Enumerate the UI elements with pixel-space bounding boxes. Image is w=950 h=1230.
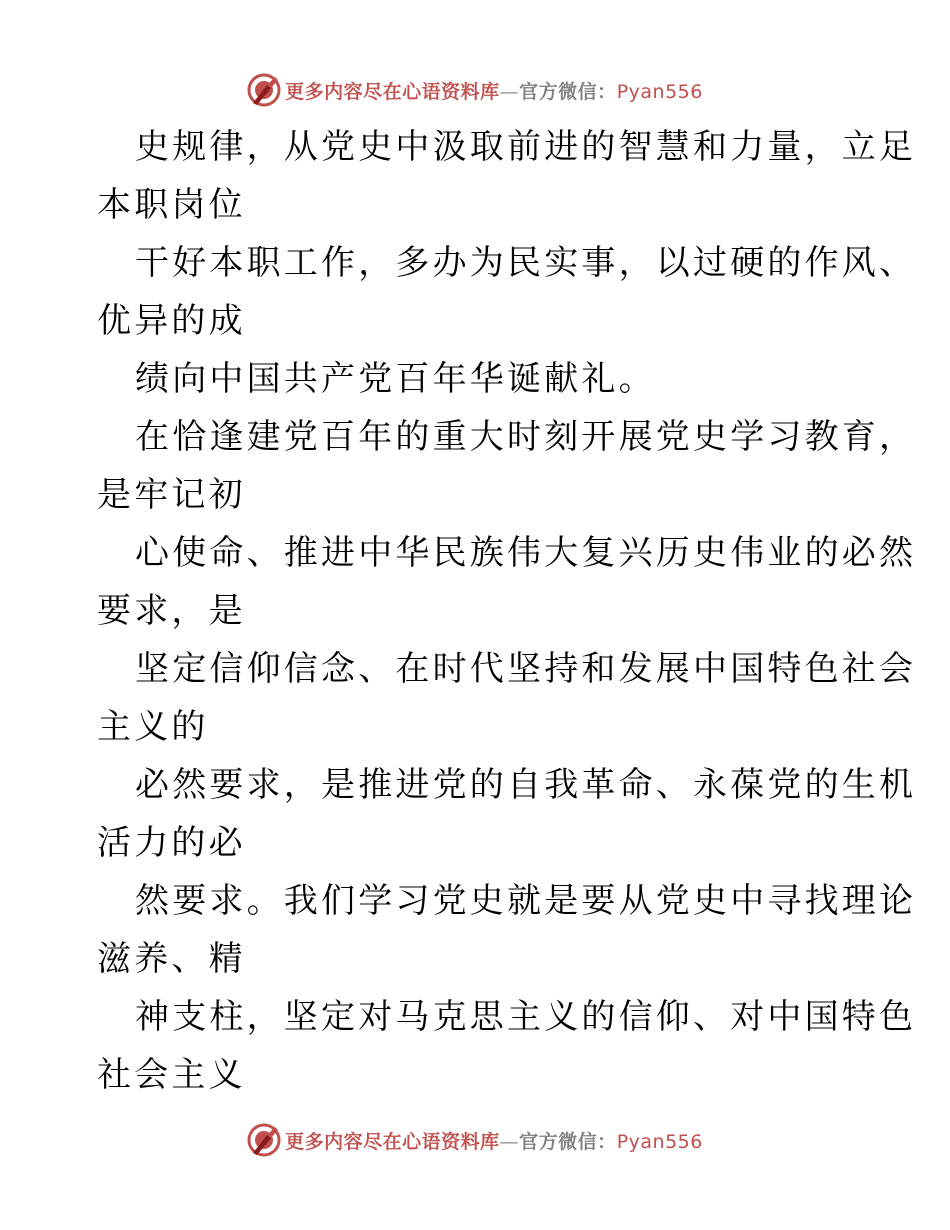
text-line: 必然要求，是推进党的自我革命、永葆党的生机: [135, 765, 917, 805]
text-line: 活力的必: [97, 823, 246, 863]
text-line: 然要求。我们学习党史就是要从党史中寻找理论: [135, 881, 917, 921]
text-line: 要求，是: [97, 591, 246, 631]
text-line: 主义的: [97, 707, 209, 747]
text-line: 在恰逢建党百年的重大时刻开展党史学习教育，: [135, 417, 917, 457]
text-line: 心使命、推进中华民族伟大复兴历史伟业的必然: [135, 533, 917, 573]
header-wechat-label: 官方微信：: [519, 80, 617, 103]
footer-wechat-id: Pyan556: [616, 1130, 703, 1153]
text-line: 绩向中国共产党百年华诞献礼。: [135, 359, 656, 399]
pen-logo-icon: [247, 1123, 281, 1157]
header-site-text: 更多内容尽在心语资料库: [285, 80, 500, 103]
footer-wechat-label: 官方微信：: [519, 1130, 617, 1153]
text-line: 史规律，从党史中汲取前进的智慧和力量，立足: [135, 127, 917, 167]
footer-dash: —: [499, 1130, 520, 1153]
text-line: 干好本职工作，多办为民实事，以过硬的作风、: [135, 243, 917, 283]
text-line: 神支柱，坚定对马克思主义的信仰、对中国特色: [135, 997, 917, 1037]
text-line: 社会主义: [97, 1055, 246, 1095]
footer-text: [285, 1127, 703, 1154]
header-banner: [0, 70, 950, 110]
text-line: 本职岗位: [97, 185, 246, 225]
header-dash: —: [499, 80, 520, 103]
header-wechat-id: Pyan556: [616, 80, 703, 103]
text-line: 滋养、精: [97, 939, 246, 979]
pen-logo-icon: [247, 73, 281, 107]
text-line: 优异的成: [97, 301, 246, 341]
text-line: 是牢记初: [97, 475, 246, 515]
footer-site-text: 更多内容尽在心语资料库: [285, 1130, 500, 1153]
footer-banner: [0, 1120, 950, 1160]
text-line: 坚定信仰信念、在时代坚持和发展中国特色社会: [135, 649, 917, 689]
body-text: [97, 118, 917, 1104]
header-text: [285, 77, 703, 104]
